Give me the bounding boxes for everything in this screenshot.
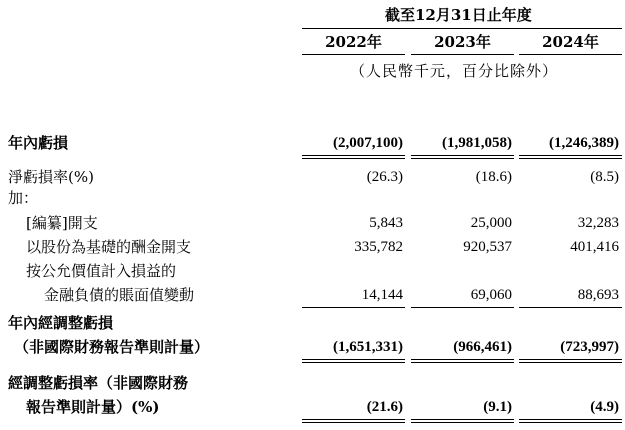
- adjusted-loss-2023: (966,461): [453, 339, 512, 355]
- redacted-2024: 32,283: [577, 215, 619, 231]
- adjusted-loss-2022: (1,651,331): [333, 339, 403, 355]
- fair-value-rule-2: [411, 307, 514, 308]
- unit-note: （人民幣千元，百分比除外）: [350, 62, 559, 80]
- period-underline: [302, 28, 622, 29]
- adjusted-rate-rule-1a: [302, 419, 405, 420]
- share-based-2023: 920,537: [463, 239, 512, 255]
- share-based-2024: 401,416: [570, 239, 619, 255]
- row-label-loss: 年內虧損: [8, 134, 69, 152]
- adjusted-loss-rule-2b: [411, 362, 514, 363]
- loss-2022: (2,007,100): [333, 135, 403, 151]
- redacted-2022: 5,843: [369, 215, 403, 231]
- adjusted-loss-rule-1b: [302, 362, 405, 363]
- adjusted-loss-rule-3b: [519, 362, 622, 363]
- loss-rule-3a: [519, 155, 622, 156]
- adjusted-rate-rule-3a: [519, 419, 622, 420]
- loss-2024: (1,246,389): [549, 135, 619, 151]
- fair-value-rule-3: [519, 307, 622, 308]
- year-2024: 2024年: [542, 33, 599, 51]
- row-label-adjusted-rate-1: 經調整虧損率（非國際財務: [8, 374, 189, 392]
- loss-rule-3b: [519, 158, 622, 159]
- loss-rule-2b: [411, 158, 514, 159]
- row-label-fair-value-2: 金融負債的賬面值變動: [44, 286, 195, 304]
- year-underline-1: [302, 54, 405, 55]
- row-label-share-based: 以股份為基礎的酬金開支: [26, 238, 192, 256]
- year-2023: 2023年: [434, 33, 491, 51]
- adjusted-rate-2023: (9.1): [483, 399, 512, 415]
- adjusted-rate-rule-1b: [302, 422, 405, 423]
- net-loss-rate-2022: (26.3): [366, 169, 403, 185]
- adjusted-rate-rule-2b: [411, 422, 514, 423]
- adjusted-rate-rule-2a: [411, 419, 514, 420]
- loss-rule-1b: [302, 158, 405, 159]
- fair-value-2022: 14,144: [361, 287, 403, 303]
- period-header: 截至12月31日止年度: [385, 6, 532, 24]
- row-label-adjusted-loss-1: 年內經調整虧損: [8, 314, 114, 332]
- redacted-2023: 25,000: [470, 215, 512, 231]
- share-based-2022: 335,782: [354, 239, 403, 255]
- loss-rule-2a: [411, 155, 514, 156]
- fair-value-rule-1: [302, 307, 405, 308]
- row-label-fair-value-1: 按公允價值計入損益的: [26, 262, 177, 280]
- loss-rule-1a: [302, 155, 405, 156]
- fair-value-2024: 88,693: [577, 287, 619, 303]
- row-label-adjusted-rate-2: 報告準則計量）(%): [26, 398, 160, 416]
- net-loss-rate-2024: (8.5): [590, 169, 619, 185]
- loss-2023: (1,981,058): [442, 135, 512, 151]
- net-loss-rate-2023: (18.6): [475, 169, 512, 185]
- row-label-adjusted-loss-2: （非國際財務報告準則計量）: [14, 338, 210, 356]
- adjusted-loss-2024: (723,997): [560, 339, 619, 355]
- adjusted-rate-2022: (21.6): [366, 399, 403, 415]
- row-label-net-loss-rate: 淨虧損率(%): [8, 168, 94, 186]
- year-2022: 2022年: [325, 33, 382, 51]
- adjusted-loss-rule-3a: [519, 359, 622, 360]
- adjusted-loss-rule-2a: [411, 359, 514, 360]
- year-underline-2: [411, 54, 514, 55]
- adjusted-rate-2024: (4.9): [590, 399, 619, 415]
- row-label-add: 加：: [8, 189, 39, 207]
- adjusted-rate-rule-3b: [519, 422, 622, 423]
- fair-value-2023: 69,060: [470, 287, 512, 303]
- adjusted-loss-rule-1a: [302, 359, 405, 360]
- row-label-redacted: [編纂]開支: [26, 214, 98, 232]
- year-underline-3: [519, 54, 622, 55]
